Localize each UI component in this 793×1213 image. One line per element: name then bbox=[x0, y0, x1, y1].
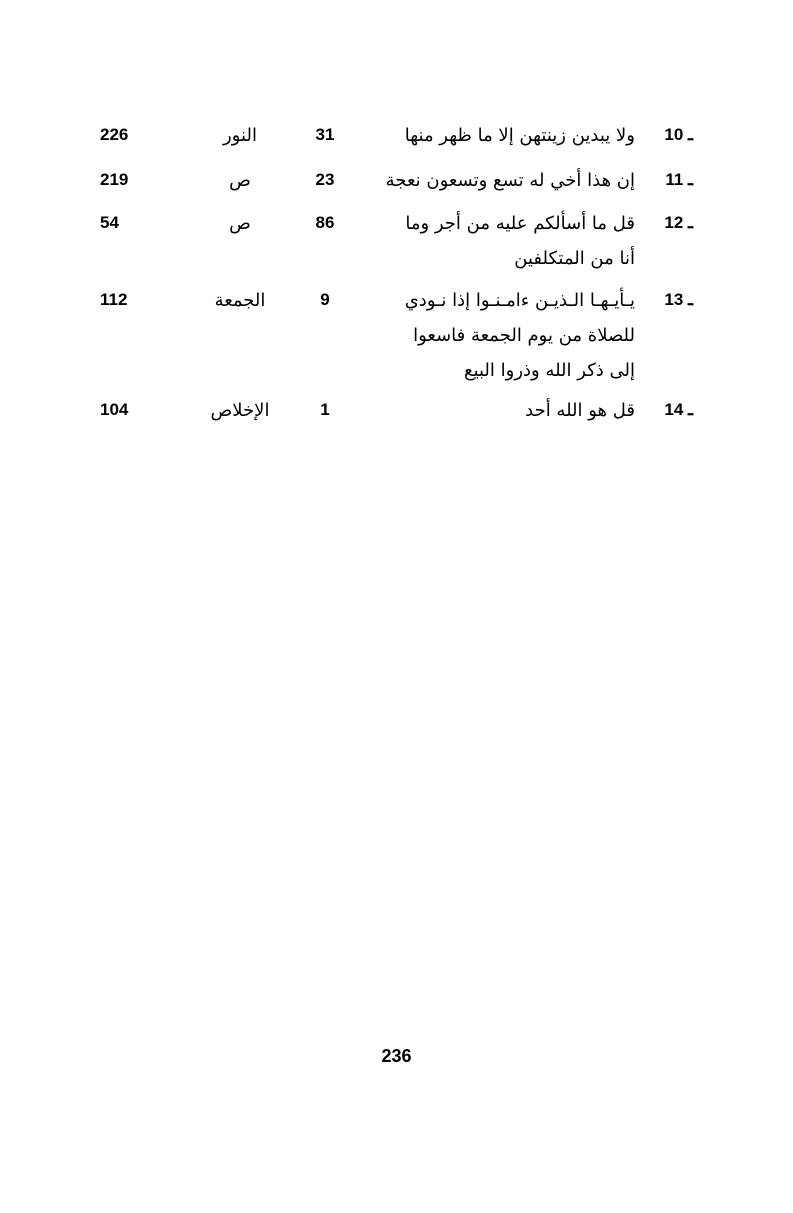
ayah-number: 31 bbox=[315, 125, 335, 144]
verse-line: للصلاة من يوم الجمعة فاسعوا bbox=[413, 325, 635, 346]
surah-name: ص bbox=[229, 170, 251, 191]
verse-text bbox=[345, 393, 635, 428]
surah-name: الإخلاص bbox=[210, 400, 270, 421]
verse-line: إن هذا أخي له تسع وتسعون نعجة bbox=[385, 170, 635, 191]
row-number: 10 ـ bbox=[664, 125, 693, 144]
page-reference: 226 bbox=[100, 125, 129, 144]
page-reference: 219 bbox=[100, 170, 129, 189]
surah-name: النور bbox=[223, 125, 257, 146]
surah-name: الجمعة bbox=[214, 290, 266, 311]
verse-text bbox=[345, 163, 635, 198]
ayah-number: 1 bbox=[320, 400, 330, 419]
surah-name: ص bbox=[229, 213, 251, 234]
row-number: 14 ـ bbox=[664, 400, 693, 419]
verse-line: أنا من المتكلفين bbox=[514, 248, 635, 269]
verse-line: ولا يبدين زينتهن إلا ما ظهر منها bbox=[404, 125, 635, 146]
row-number: 12 ـ bbox=[664, 213, 693, 232]
ayah-number: 23 bbox=[315, 170, 335, 189]
page-reference: 112 bbox=[100, 290, 128, 309]
verse-line: قل ما أسألكم عليه من أجر وما bbox=[405, 213, 635, 234]
page-reference: 54 bbox=[100, 213, 119, 232]
page-number: 236 bbox=[381, 1046, 412, 1066]
page-reference: 104 bbox=[100, 400, 129, 419]
verse-line: إلى ذكر الله وذروا البيع bbox=[463, 360, 635, 381]
verse-line: قل هو الله أحد bbox=[525, 400, 635, 421]
ayah-number: 9 bbox=[320, 290, 330, 309]
verse-text bbox=[345, 283, 635, 388]
row-number: 13 ـ bbox=[664, 290, 693, 309]
verse-text bbox=[345, 206, 635, 276]
verse-line: يـأيـهـا الـذيـن ءامـنـوا إذا نـودي bbox=[404, 290, 635, 311]
verse-text bbox=[345, 118, 635, 153]
row-number: 11 ـ bbox=[665, 170, 693, 189]
ayah-number: 86 bbox=[315, 213, 335, 232]
